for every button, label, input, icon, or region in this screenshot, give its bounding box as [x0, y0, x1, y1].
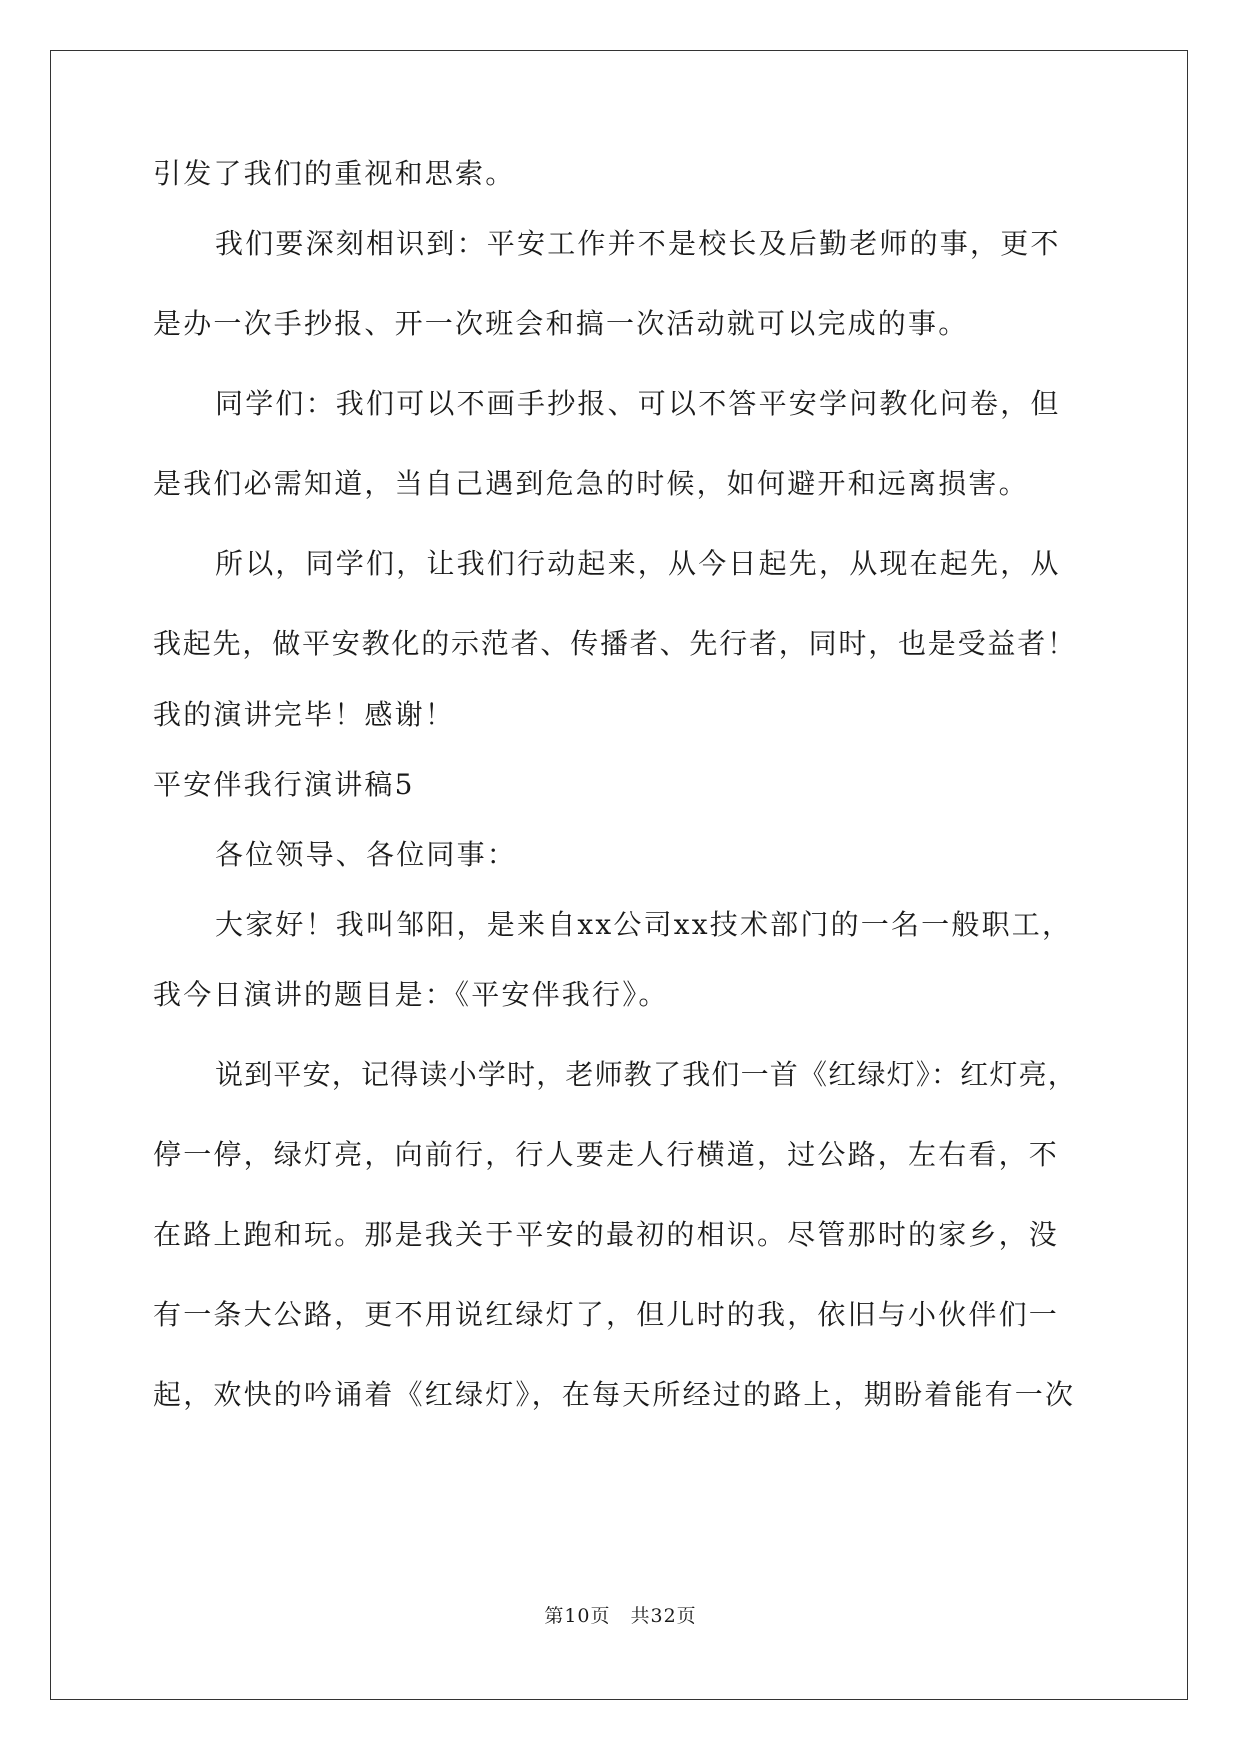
text-line-3: 是办一次手抄报、开一次班会和搞一次活动就可以完成的事。	[153, 307, 969, 340]
text-line-13: 说到平安，记得读小学时，老师教了我们一首《红绿灯》：红灯亮，	[215, 1058, 1078, 1091]
section-heading: 平安伴我行演讲稿5	[153, 768, 415, 801]
text-line-6: 所以，同学们，让我们行动起来，从今日起先，从现在起先，从	[215, 547, 1061, 580]
page-footer	[0, 1604, 1241, 1628]
text-line-1: 引发了我们的重视和思索。	[153, 157, 516, 190]
text-line-8: 我的演讲完毕！感谢！	[153, 698, 456, 731]
page-border	[50, 50, 1188, 1700]
text-line-10: 各位领导、各位同事：	[215, 838, 518, 871]
text-line-14: 停一停，绿灯亮，向前行，行人要走人行横道，过公路，左右看，不	[153, 1138, 1060, 1171]
text-line-12: 我今日演讲的题目是：《平安伴我行》。	[153, 978, 669, 1011]
text-line-4: 同学们：我们可以不画手抄报、可以不答平安学问教化问卷，但	[215, 387, 1061, 420]
text-line-16: 有一条大公路，更不用说红绿灯了，但儿时的我，依旧与小伙伴们一	[153, 1298, 1060, 1331]
text-line-17: 起，欢快的吟诵着《红绿灯》，在每天所经过的路上，期盼着能有一次	[153, 1378, 1076, 1411]
text-line-2: 我们要深刻相识到：平安工作并不是校长及后勤老师的事，更不	[215, 227, 1061, 260]
text-line-11: 大家好！我叫邹阳，是来自xx公司xx技术部门的一名一般职工，	[215, 908, 1073, 941]
text-line-7: 我起先，做平安教化的示范者、传播者、先行者，同时，也是受益者！	[153, 627, 1077, 660]
text-line-15: 在路上跑和玩。那是我关于平安的最初的相识。尽管那时的家乡，没	[153, 1218, 1060, 1251]
page-number: 第10页 共32页	[544, 1605, 697, 1627]
text-line-5: 是我们必需知道，当自己遇到危急的时候，如何避开和远离损害。	[153, 467, 1029, 500]
